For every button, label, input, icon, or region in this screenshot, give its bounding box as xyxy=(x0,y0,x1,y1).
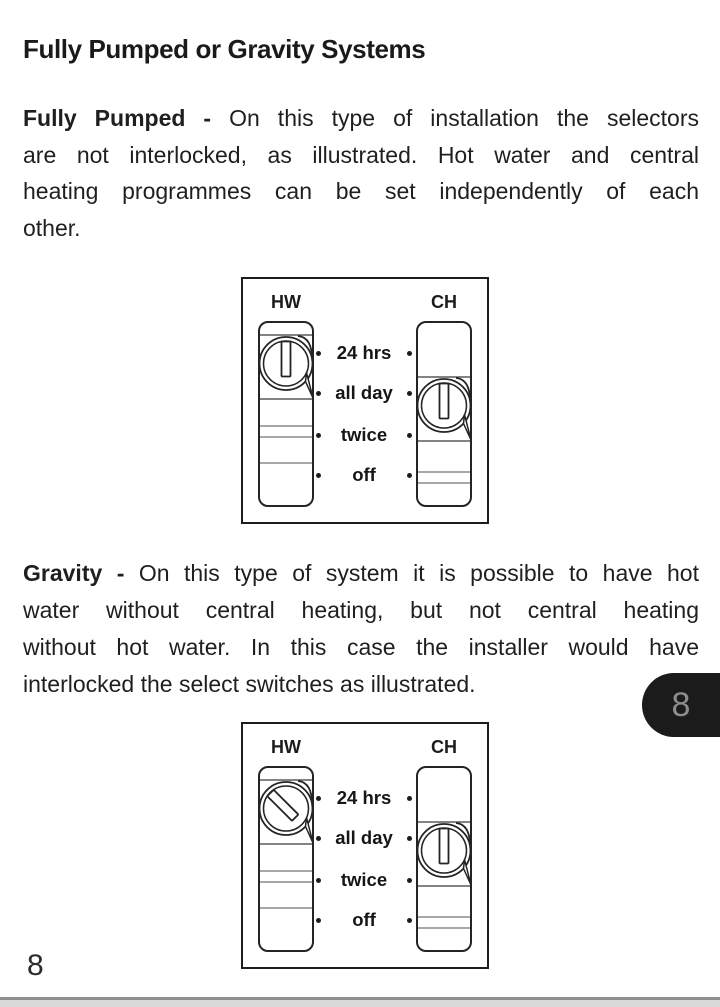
section-tab: 8 xyxy=(642,673,720,737)
paragraph-line xyxy=(23,100,699,137)
fully-pumped-lead: Fully Pumped - xyxy=(23,105,212,131)
option-dot-icon xyxy=(316,878,321,883)
option-label-off: off xyxy=(352,909,376,930)
option-label-twice: twice xyxy=(340,869,388,890)
ch-label: CH xyxy=(431,292,457,312)
ch-label: CH xyxy=(431,737,457,757)
option-label-twice: twice xyxy=(340,424,388,445)
option-dot-icon xyxy=(316,918,321,923)
option-dot-icon xyxy=(407,351,412,356)
paragraph-text: On this type of installation the selectors xyxy=(229,105,700,131)
option-dot-icon xyxy=(316,351,321,356)
option-label-24hrs: 24 hrs xyxy=(336,342,392,363)
paragraph-line: heating programmes can be set independently of each xyxy=(23,178,699,204)
gravity-lead: Gravity - xyxy=(23,560,125,586)
option-dot-icon xyxy=(316,796,321,801)
ch-selector-switch xyxy=(416,766,472,952)
option-dot-icon xyxy=(407,796,412,801)
paragraph-line: without hot water. In this case the installer would have xyxy=(23,634,699,660)
hw-selector-switch xyxy=(258,766,314,952)
option-dot-icon xyxy=(407,878,412,883)
paragraph-line: are not interlocked, as illustrated. Hot water and central xyxy=(23,141,699,168)
hw-label: HW xyxy=(271,737,301,757)
option-dot-icon xyxy=(407,918,412,923)
option-dot-icon xyxy=(407,433,412,438)
option-dot-icon xyxy=(316,473,321,478)
option-dot-icon xyxy=(316,836,321,841)
option-dot-icon xyxy=(316,433,321,438)
option-label-allday: all day xyxy=(335,827,393,848)
hw-knob-slot-vertical xyxy=(282,342,291,377)
paragraph-text: On this type of system it is possible to have hot xyxy=(138,560,699,586)
ch-knob-slot-vertical xyxy=(440,384,449,419)
option-dot-icon xyxy=(316,391,321,396)
gravity-paragraph xyxy=(23,555,699,703)
page-title: Fully Pumped or Gravity Systems xyxy=(23,34,426,64)
gravity-diagram xyxy=(241,722,489,969)
paragraph-line: water without central heating, but not central heating xyxy=(23,597,699,623)
option-dot-icon xyxy=(407,836,412,841)
page-number: 8 xyxy=(27,949,44,982)
fully-pumped-diagram xyxy=(241,277,489,524)
hw-label: HW xyxy=(271,292,301,312)
option-dot-icon xyxy=(407,473,412,478)
option-label-24hrs: 24 hrs xyxy=(336,787,392,808)
option-label-allday: all day xyxy=(335,382,393,403)
hw-selector-switch xyxy=(258,321,314,507)
option-label-off: off xyxy=(352,464,376,485)
paragraph-line: interlocked the select switches as illustrated. xyxy=(23,671,476,697)
page-bottom-edge xyxy=(0,1000,720,1007)
option-dot-icon xyxy=(407,391,412,396)
fully-pumped-paragraph xyxy=(23,100,699,246)
ch-selector-switch xyxy=(416,321,472,507)
paragraph-line: other. xyxy=(23,214,81,241)
ch-knob-slot-vertical xyxy=(440,829,449,864)
paragraph-line xyxy=(23,555,699,592)
